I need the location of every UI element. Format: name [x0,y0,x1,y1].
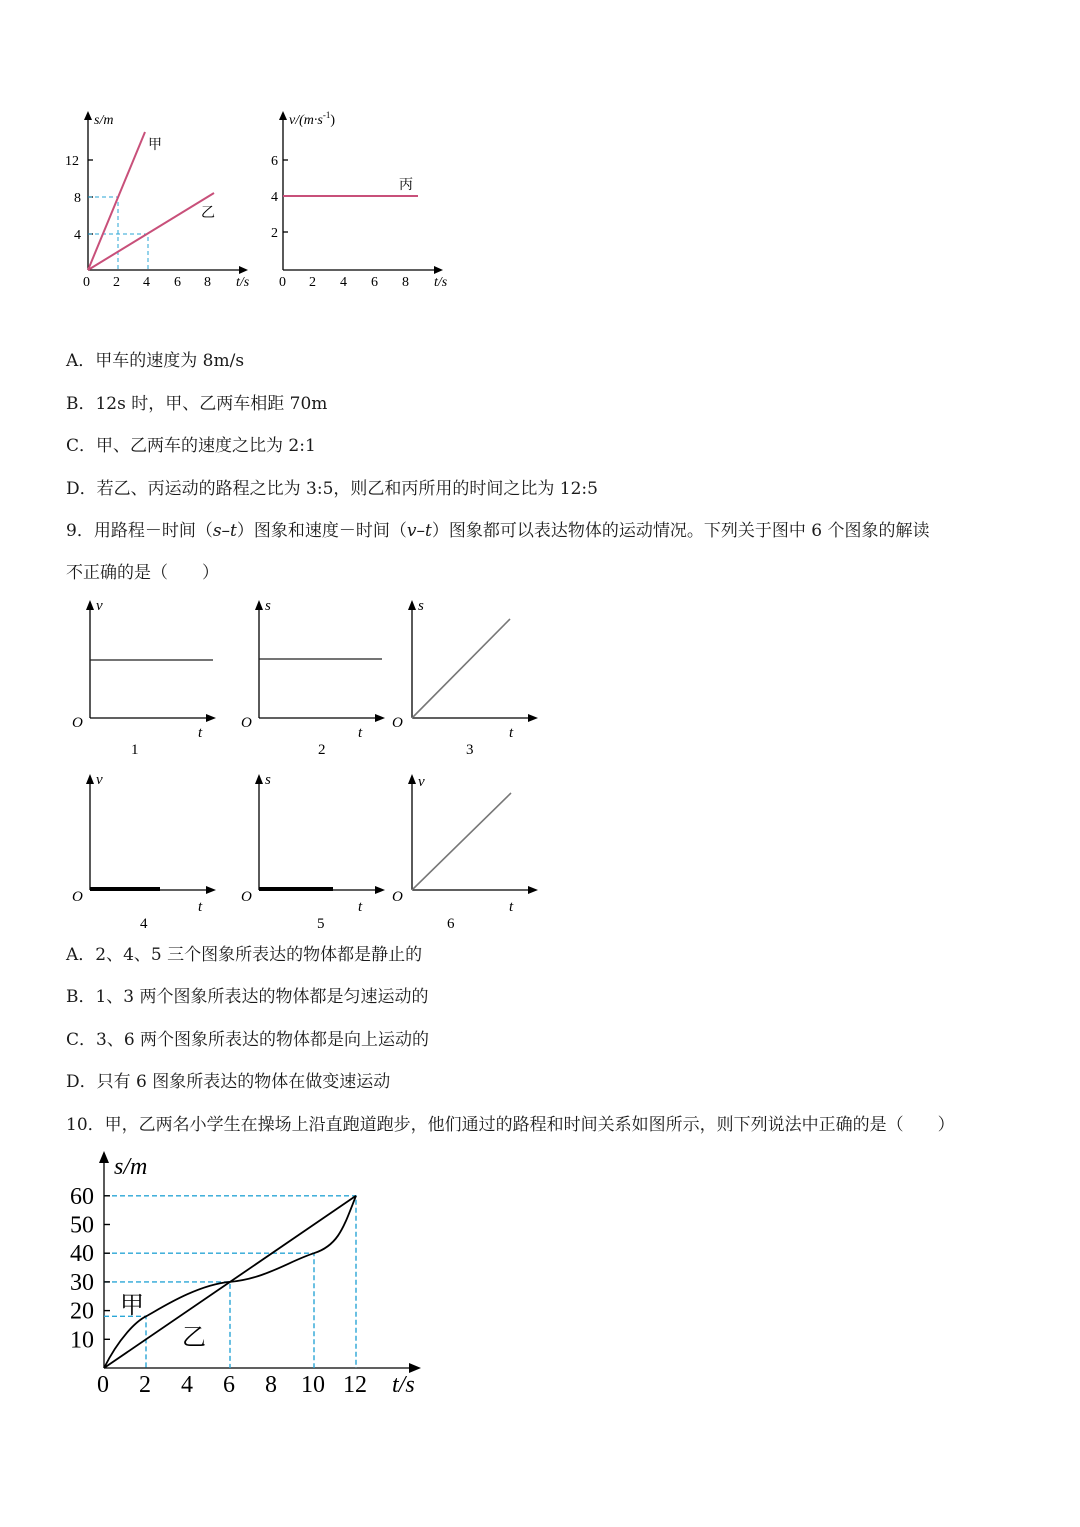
x-tick-label: 10 [301,1372,325,1398]
y-label: s [265,772,271,788]
q10-st-chart [66,1148,436,1403]
y-axis-label: $v/(m\cdot s^{-1})$ [289,110,335,128]
series-jia-label: 甲 [148,138,162,153]
x-label: t [358,899,363,915]
y-label: v [418,774,425,790]
graph-number: 6 [447,916,455,932]
x-tick-label: 6 [223,1372,235,1398]
x-tick: 4 [340,275,347,290]
q9-graph-6 [390,770,545,935]
graph-number: 5 [317,916,325,932]
y-tick-label: 60 [70,1183,94,1210]
x-tick: 0 [279,275,286,290]
graph-line [412,793,511,890]
x-label: t [198,899,203,915]
graph-line [412,619,510,718]
series-jia-label: 甲 [120,1293,144,1319]
y-axis-arrow [84,111,92,120]
q9-option-a: A．2、4、5 三个图象所表达的物体都是静止的 [66,945,423,965]
x-tick: 8 [204,275,211,290]
graph-number: 4 [140,916,148,932]
y-label: v [96,598,103,614]
y-tick-label: 10 [70,1327,94,1354]
y-tick: 2 [271,226,278,241]
y-tick-label: 40 [70,1241,94,1268]
q8-option-d: D．若乙、丙运动的路程之比为 3:5，则乙和丙所用的时间之比为 12:5 [66,479,598,499]
q9-option-b: B．1、3 两个图象所表达的物体都是匀速运动的 [66,987,429,1007]
graph-number: 1 [131,742,139,758]
q8-st-graph [65,105,270,300]
q9-graph-1 [68,596,223,761]
q8-figure-right [265,105,465,300]
y-axis-label: s/m [114,1154,148,1180]
series-jia-line [88,132,145,270]
x-tick: 2 [113,275,120,290]
q9-graph-5 [237,770,392,935]
q9-option-c: C．3、6 两个图象所表达的物体都是向上运动的 [66,1030,430,1050]
origin-label: O [392,715,403,731]
y-label: s [418,598,424,614]
series-bing-label: 丙 [399,178,413,193]
y-tick-label: 30 [70,1269,94,1296]
x-label: t [509,725,514,741]
y-axis-arrow [279,111,287,120]
x-tick-label: 4 [181,1372,193,1398]
guide-line [104,1316,146,1368]
x-tick-label: 2 [139,1372,151,1398]
x-axis-arrow [239,266,248,274]
y-tick-label: 20 [70,1298,94,1325]
x-tick: 0 [83,275,90,290]
q9-stem-line2: 不正确的是（ ） [66,563,219,583]
y-axis-arrow [99,1151,109,1163]
x-label: t [509,899,514,915]
q8-option-b: B．12s 时，甲、乙两车相距 70m [66,394,328,414]
q10-stem: 10．甲，乙两名小学生在操场上沿直跑道跑步，他们通过的路程和时间关系如图所示，则下列说法中正确的是（ ） [66,1115,955,1135]
series-yi-label: 乙 [182,1325,206,1351]
y-tick: 12 [65,154,79,169]
x-tick: 4 [143,275,150,290]
q8-vt-graph [265,105,465,300]
q8-option-c: C．甲、乙两车的速度之比为 2:1 [66,436,316,456]
y-tick-label: 50 [70,1212,94,1239]
graph-number: 3 [466,742,474,758]
x-tick-label: 8 [265,1372,277,1398]
x-label: t [198,725,203,741]
q8-figure-left [65,105,270,300]
origin-label: O [72,889,83,905]
x-tick-label: 12 [343,1372,367,1398]
origin-label: O [392,889,403,905]
x-tick: 6 [371,275,378,290]
y-tick: 8 [74,191,81,206]
x-axis-label: t/s [434,275,448,290]
y-axis-label: s/m [94,113,114,128]
x-axis-arrow [434,266,443,274]
x-tick: 8 [402,275,409,290]
x-tick: 6 [174,275,181,290]
graph-number: 2 [318,742,326,758]
x-label: t [358,725,363,741]
y-tick: 4 [271,190,278,205]
origin-label: O [72,715,83,731]
q9-graph-2 [237,596,392,761]
series-yi-line [88,193,214,270]
q9-stem-line1: 9．用路程－时间（s–t）图象和速度－时间（v–t）图象都可以表达物体的运动情况。下列关于图中 6 个图象的解读 [66,521,930,541]
q9-graph-3 [390,596,545,761]
y-label: s [265,598,271,614]
origin-label: O [241,715,252,731]
q9-graph-4 [68,770,223,935]
origin-label: O [241,889,252,905]
x-tick: 2 [309,275,316,290]
q9-option-d: D．只有 6 图象所表达的物体在做变速运动 [66,1072,391,1092]
x-axis-label: t/s [236,275,250,290]
q10-chart [66,1148,436,1403]
q8-option-a: A．甲车的速度为 8m/s [66,351,245,371]
x-tick-label: 0 [97,1372,109,1398]
x-axis-label: t/s [392,1372,415,1398]
series-yi-label: 乙 [201,206,215,221]
y-tick: 4 [74,228,81,243]
y-tick: 6 [271,154,278,169]
y-label: v [96,772,103,788]
